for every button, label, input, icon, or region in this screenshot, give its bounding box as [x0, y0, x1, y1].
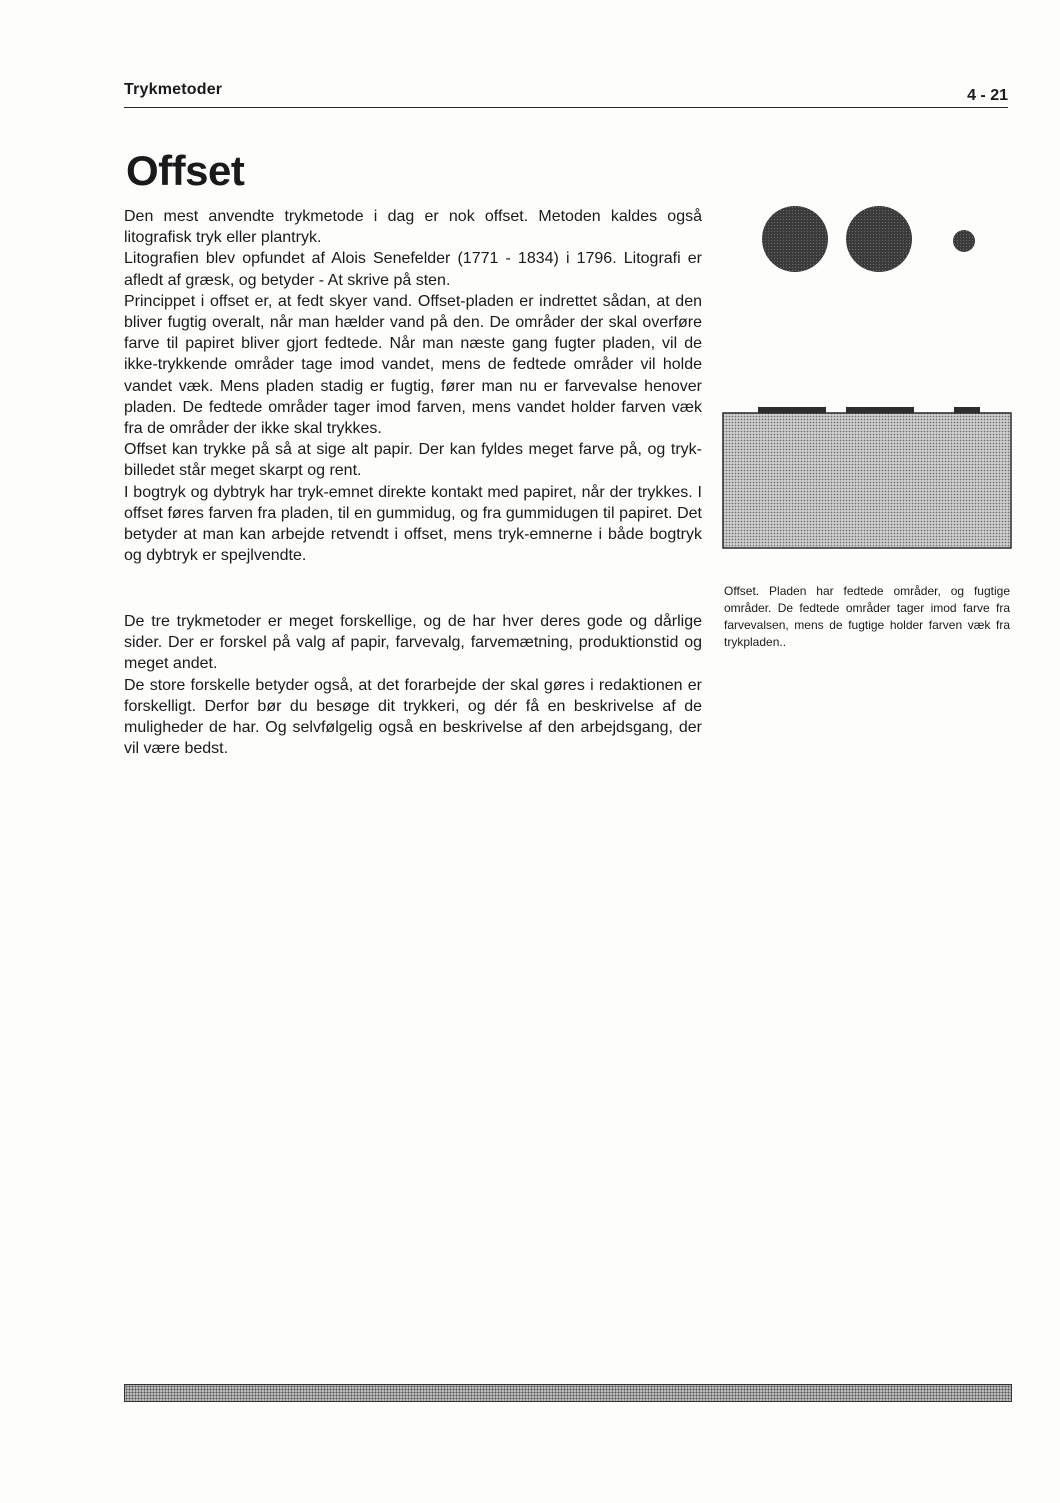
paragraph: Offset kan trykke på så at sige alt papir. Der kan fyldes meget farve på, og tryk-billedet står meget skarpt og rent.: [124, 441, 702, 480]
header-divider: [124, 107, 1008, 108]
body-text-primary: [124, 206, 702, 566]
paragraph: De store forskelle betyder også, at det forarbejde der skal gøres i redaktionen er forskelligt. Derfor bør du besøge dit trykkeri, og dér få en beskrivelse af de muligheder de har. Og selvfølgelig også en beskrivelse af den arbejdsgang, der vil være bedst.: [124, 676, 702, 758]
paragraph: I bogtryk og dybtryk har tryk-emnet direkte kontakt med papiret, når der trykkes. I offset føres farven fra pladen, til en gummidug, og fra gummidugen til papiret. Det betyder at man kan arbejde retvendt i offset, mens tryk-emnerne i både bogtryk og dybtryk er spejlvendte.: [124, 483, 702, 565]
small-ink-dot: [953, 230, 975, 252]
large-ink-dot: [762, 206, 828, 272]
body-text-secondary: [124, 611, 702, 759]
large-ink-dot: [846, 206, 912, 272]
offset-plate-illustration: [722, 400, 1012, 550]
page-number: 4 - 21: [967, 87, 1008, 104]
ink-dots-illustration: [758, 203, 988, 273]
paragraph: De tre trykmetoder er meget forskellige, og de har hver deres gode og dårlige sider. Der er forskel på valg af papir, farvevalg, farvemætning, produktionstid og meget andet.: [124, 613, 702, 673]
footer-pattern-bar: [124, 1384, 1012, 1402]
paragraph: Litografien blev opfundet af Alois Senefelder (1771 - 1834) i 1796. Litografi er afledt af græsk, og betyder - At skrive på sten.: [124, 250, 702, 289]
paragraph: Den mest anvendte trykmetode i dag er nok offset. Metoden kaldes også litografisk tryk eller plantryk.: [124, 208, 702, 247]
section-title: Trykmetoder: [124, 81, 223, 98]
paragraph: Princippet i offset er, at fedt skyer vand. Offset-pladen er indrettet sådan, at den bliver fugtig overalt, når man hælder vand på den. De områder der skal overføre farve til papiret bliver gjort fedtede. Når man næste gang fugter pladen, vil de ikke-trykkende områder tage imod vandet, mens de fedtede områder vil holde vandet væk. Mens pladen stadig er fugtig, fører man nu er farvevalse henover pladen. De fedtede områder tager imod farven, mens vandet holder farven væk fra de områder der ikke skal trykkes.: [124, 292, 702, 438]
figure-caption: Offset. Pladen har fedtede områder, og fugtige områder. De fedtede områder tager imod farve fra farvevalsen, mens de fugtige holder farven væk fra trykpladen..: [724, 584, 1010, 649]
printing-plate: [723, 413, 1011, 548]
page-title: Offset: [126, 147, 245, 194]
